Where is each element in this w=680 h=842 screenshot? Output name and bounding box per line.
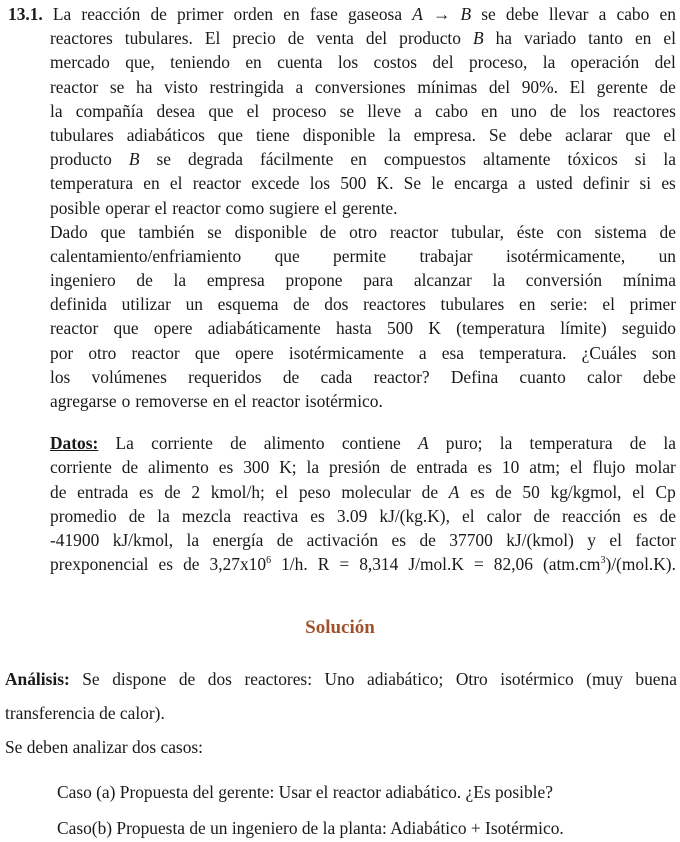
text-line: temperatura en el reactor excede los 500 K. Se le encarga a usted definir si es (50, 173, 676, 194)
text-line: prexponencial es de $3,27x10^6$ 1/h. R = 8,314 J/mol.K = 82,06 $(atm.cm^3)/(mol.K)$. (50, 554, 676, 575)
text-line: promedio de la mezcla reactiva es 3.09 kJ/(kg.K), el calor de reacción es de (50, 505, 676, 526)
text-line: corriente de alimento es 300 K; la presión de entrada es 10 atm; el flujo molar (50, 457, 676, 478)
case-b: Caso(b) Propuesta de un ingeniero de la planta: Adiabático + Isotérmico. (57, 818, 564, 838)
analysis-line: Análisis: Se dispone de dos reactores: Uno adiabático; Otro isotérmico (muy buena (5, 667, 677, 701)
text-line: los volúmenes requeridos de cada reactor? Defina cuanto calor debe (50, 366, 676, 387)
analysis-section (5, 667, 677, 769)
text-line: 13.1. La reacción de primer orden en fase gaseosa A → B se debe llevar a cabo en (8, 2, 676, 26)
datos-label: Datos: (50, 433, 99, 454)
text-line: Dado que también se disponible de otro reactor tubular, éste con sistema de (50, 221, 676, 242)
text-line: calentamiento/enfriamiento que permite trabajar isotérmicamente, un (50, 245, 676, 266)
text-line: Datos: La corriente de alimento contiene A puro; la temperatura de la (8, 431, 676, 455)
problem-number: 13.1. (8, 4, 43, 24)
text-line: por otro reactor que opere isotérmicamente a esa temperatura. ¿Cuáles son (50, 342, 676, 363)
analysis-line: transferencia de calor). (5, 703, 165, 723)
text-line: la compañía desea que el proceso se lleve a cabo en uno de los reactores (50, 100, 676, 121)
text-line: agregarse o removerse en el reactor isotérmico. (50, 391, 383, 411)
cases-intro: Se deben analizar dos casos: (5, 737, 203, 757)
text-line: -41900 kJ/kmol, la energía de activación es de 37700 kJ/(kmol) y el factor (50, 529, 676, 550)
text-line: tubulares adiabáticos que tiene disponible la empresa. Se debe aclarar que el (50, 124, 676, 145)
text-line: mercado que, teniendo en cuenta los costos del proceso, la operación del (50, 52, 676, 73)
case-a: Caso (a) Propuesta del gerente: Usar el reactor adiabático. ¿Es posible? (57, 782, 553, 802)
text-line: posible operar el reactor como sugiere el gerente. (50, 197, 398, 218)
text-line: definida utilizar un esquema de dos reactores tubulares en serie: el primer (50, 294, 676, 315)
solution-title: Solución (305, 617, 375, 638)
text-line: de entrada es de 2 kmol/h; el peso molecular de A es de 50 kg/kgmol, el Cp (50, 481, 676, 502)
text-line: reactor se ha visto restringida a conversiones mínimas del 90%. El gerente de (50, 76, 676, 97)
text-line: ingeniero de la empresa propone para alcanzar la conversión mínima (50, 270, 676, 291)
text-line: reactores tubulares. El precio de venta del producto B ha variado tanto en el (50, 28, 676, 49)
problem-statement (8, 2, 676, 576)
spacer (8, 413, 676, 431)
text-line: producto B se degrada fácilmente en compuestos altamente tóxicos si la (50, 149, 676, 170)
text-line: reactor que opere adiabáticamente hasta 500 K (temperatura límite) seguido (50, 318, 676, 339)
analysis-label: Análisis: (5, 669, 70, 689)
